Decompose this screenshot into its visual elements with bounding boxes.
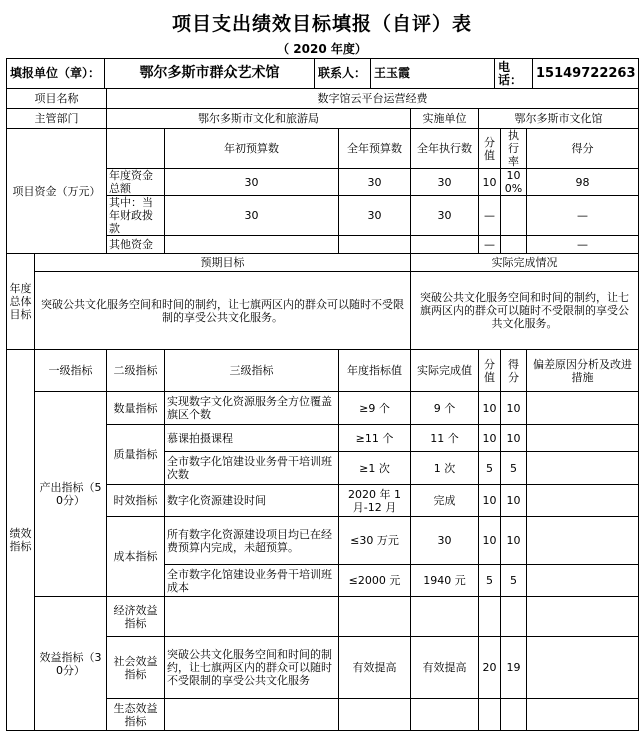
funds-cell: — (527, 196, 639, 236)
ind-actual: 完成 (411, 485, 479, 517)
ind-score: 10 (479, 517, 501, 565)
ind-got: 5 (501, 565, 527, 597)
ind-score: 5 (479, 452, 501, 485)
ind-name: 全市数字化馆建设业务骨干培训班次数 (165, 452, 339, 485)
ind-actual: 9 个 (411, 392, 479, 425)
funds-cell: 30 (165, 169, 339, 196)
ind-name: 慕课拍摄课程 (165, 425, 339, 452)
ind-name: 所有数字化资源建设项目均已在经费预算内完成，未超预算。 (165, 517, 339, 565)
funds-cell: 30 (165, 196, 339, 236)
ind-score: 5 (479, 565, 501, 597)
ind-name: 实现数字文化资源服务全方位覆盖旗区个数 (165, 392, 339, 425)
ind-score: 20 (479, 637, 501, 699)
ind-got: 5 (501, 452, 527, 485)
funds-cell (501, 196, 527, 236)
funds-header-rate: 执行率 (501, 129, 527, 169)
ind-target (339, 699, 411, 731)
funds-cell (339, 236, 411, 254)
project-name-value: 数字馆云平台运营经费 (107, 89, 639, 109)
ind-got (501, 597, 527, 637)
ind-actual: 有效提高 (411, 637, 479, 699)
ind-got: 10 (501, 517, 527, 565)
ind-name (165, 699, 339, 731)
ind-header-target: 年度指标值 (339, 350, 411, 392)
ind-got: 10 (501, 392, 527, 425)
ind-got: 19 (501, 637, 527, 699)
social-label: 社会效益指标 (107, 637, 165, 699)
cost-label: 成本指标 (107, 517, 165, 597)
dept-label: 主管部门 (7, 109, 107, 129)
ind-target: ≥11 个 (339, 425, 411, 452)
phone-label: 电话： (495, 59, 533, 89)
ecological-label: 生态效益指标 (107, 699, 165, 731)
funds-header-executed: 全年执行数 (411, 129, 479, 169)
quantity-label: 数量指标 (107, 392, 165, 425)
funds-cell (165, 236, 339, 254)
unit-value: 鄂尔多斯市群众艺术馆 (105, 59, 315, 89)
funds-cell: 98 (527, 169, 639, 196)
funds-cell: 30 (411, 196, 479, 236)
goals-expected-text: 突破公共文化服务空间和时间的制约，让七旗两区内的群众可以随时不受限制的享受公共文化服务。 (35, 272, 411, 350)
ind-deviation (527, 485, 639, 517)
benefit-label: 效益指标（30分） (35, 597, 107, 731)
funds-header-annual: 全年预算数 (339, 129, 411, 169)
ind-actual (411, 597, 479, 637)
impl-value: 鄂尔多斯市文化馆 (479, 109, 639, 129)
ind-score (479, 699, 501, 731)
goals-actual-header: 实际完成情况 (411, 254, 639, 272)
ind-header-score: 分值 (479, 350, 501, 392)
funds-cell: 30 (339, 169, 411, 196)
funds-header-got: 得分 (527, 129, 639, 169)
ind-deviation (527, 565, 639, 597)
ind-target: ≤30 万元 (339, 517, 411, 565)
funds-cell: 10 (479, 169, 501, 196)
ind-actual: 1 次 (411, 452, 479, 485)
ind-row-quantity (7, 392, 639, 425)
ind-target: ≥1 次 (339, 452, 411, 485)
ind-name: 突破公共文化服务空间和时间的制约，让七旗两区内的群众可以随时不受限制的享受公共文化服务 (165, 637, 339, 699)
ind-deviation (527, 452, 639, 485)
quality-label: 质量指标 (107, 425, 165, 485)
ind-header-deviation: 偏差原因分析及改进措施 (527, 350, 639, 392)
ind-header-level1: 一级指标 (35, 350, 107, 392)
ind-target: ≥9 个 (339, 392, 411, 425)
ind-name (165, 597, 339, 637)
ind-got: 10 (501, 485, 527, 517)
indicators-section-label: 绩效指标 (7, 350, 35, 731)
ind-deviation (527, 699, 639, 731)
funds-cell: 30 (411, 169, 479, 196)
funds-row-label: 年度资金总额 (107, 169, 165, 196)
ind-header-actual: 实际完成值 (411, 350, 479, 392)
funds-cell: 100% (501, 169, 527, 196)
ind-got: 10 (501, 425, 527, 452)
ind-deviation (527, 637, 639, 699)
header-info-table (6, 58, 639, 89)
ind-target: 有效提高 (339, 637, 411, 699)
funds-cell (411, 236, 479, 254)
dept-value: 鄂尔多斯市文化和旅游局 (107, 109, 411, 129)
goals-expected-header: 预期目标 (35, 254, 411, 272)
ind-score (479, 597, 501, 637)
ind-name: 全市数字化馆建设业务骨干培训班成本 (165, 565, 339, 597)
ind-score: 10 (479, 392, 501, 425)
ind-header-level2: 二级指标 (107, 350, 165, 392)
contact-label: 联系人： (315, 59, 371, 89)
goals-label: 年度总体目标 (7, 254, 35, 350)
funds-cell: — (479, 196, 501, 236)
ind-deviation (527, 517, 639, 565)
ind-target (339, 597, 411, 637)
funds-cell: 30 (339, 196, 411, 236)
ind-target: ≤2000 元 (339, 565, 411, 597)
funds-cell: — (479, 236, 501, 254)
goals-actual-text: 突破公共文化服务空间和时间的制约，让七旗两区内的群众可以随时不受限制的享受公共文化服务。 (411, 272, 639, 350)
project-name-label: 项目名称 (7, 89, 107, 109)
ind-header-level3: 三级指标 (165, 350, 339, 392)
funds-label: 项目资金（万元） (7, 129, 107, 254)
economic-label: 经济效益指标 (107, 597, 165, 637)
ind-score: 10 (479, 485, 501, 517)
funds-header-score: 分值 (479, 129, 501, 169)
ind-deviation (527, 597, 639, 637)
timeliness-label: 时效指标 (107, 485, 165, 517)
ind-actual (411, 699, 479, 731)
form-title: 项目支出绩效目标填报（自评）表 (171, 13, 472, 35)
phone-value: 15149722263 (533, 59, 639, 89)
ind-score: 10 (479, 425, 501, 452)
ind-header-got: 得分 (501, 350, 527, 392)
ind-deviation (527, 392, 639, 425)
funds-cell: — (527, 236, 639, 254)
ind-deviation (527, 425, 639, 452)
unit-label: 填报单位（章）： (7, 59, 105, 89)
ind-row-economic (7, 597, 639, 637)
ind-actual: 11 个 (411, 425, 479, 452)
funds-row-label: 其他资金 (107, 236, 165, 254)
funds-cell (501, 236, 527, 254)
output-label: 产出指标（50分） (35, 392, 107, 597)
ind-actual: 30 (411, 517, 479, 565)
ind-actual: 1940 元 (411, 565, 479, 597)
funds-header-initial: 年初预算数 (165, 129, 339, 169)
ind-target: 2020 年 1 月-12 月 (339, 485, 411, 517)
ind-got (501, 699, 527, 731)
funds-row-label: 其中：当年财政拨款 (107, 196, 165, 236)
contact-value: 王玉霞 (371, 59, 495, 89)
performance-table (6, 88, 639, 731)
funds-header-blank (107, 129, 165, 169)
impl-label: 实施单位 (411, 109, 479, 129)
form-year: （ 2020 年度） (277, 42, 367, 56)
ind-name: 数字化资源建设时间 (165, 485, 339, 517)
